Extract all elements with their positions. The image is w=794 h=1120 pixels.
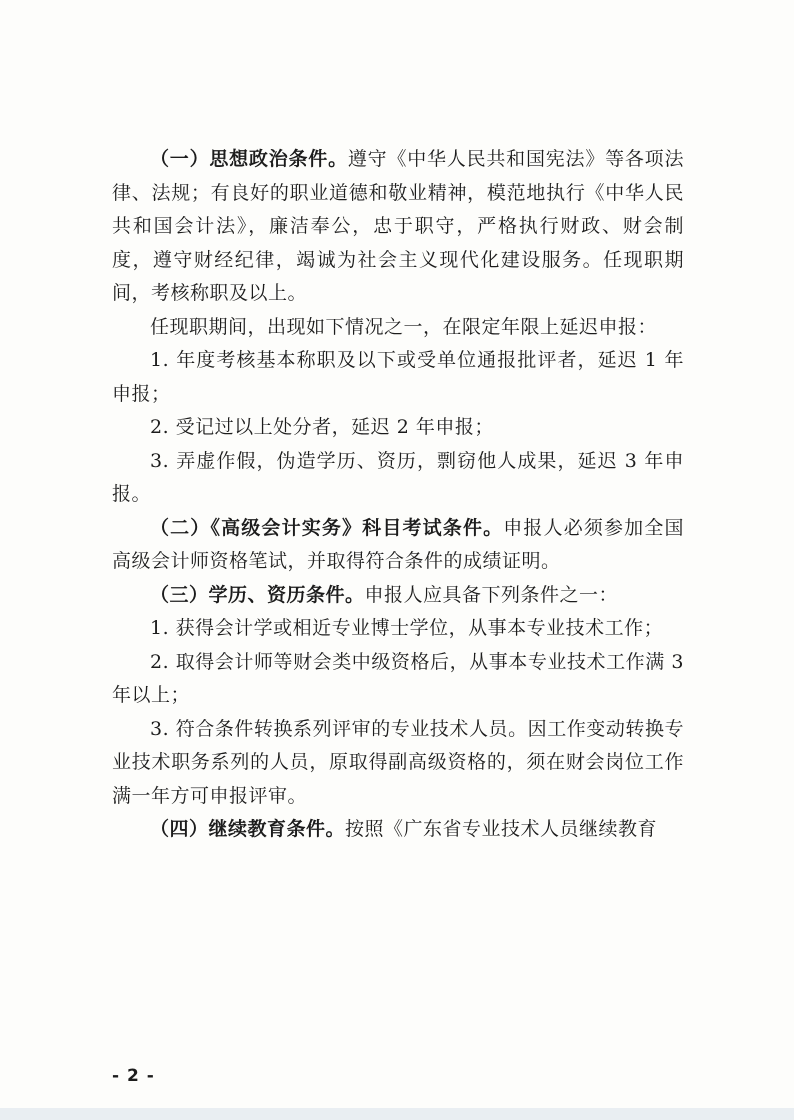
paragraph-exam-conditions	[112, 512, 684, 579]
list-item	[112, 411, 684, 445]
list-item-text: 1. 获得会计学或相近专业博士学位，从事本专业技术工作；	[150, 617, 664, 639]
paragraph-heading: （二）《高级会计实务》科目考试条件。	[150, 516, 504, 539]
paragraph-heading: （四）继续教育条件。	[150, 818, 346, 840]
paragraph-text: 遵守《中华人民共和国宪法》等各项法律、法规；有良好的职业道德和敬业精神，模范地执行《中华人民共和国会计法》，廉洁奉公，忠于职守，严格执行财政、财会制度，遵守财经纪律，竭诚为社会主义现代化建设服务。任现职期间，考核称职及以上。	[112, 148, 684, 304]
paragraph-heading: （三）学历、资历条件。	[150, 583, 365, 606]
page-number: - 2 -	[112, 1066, 155, 1086]
scan-edge	[0, 1108, 794, 1120]
list-item-text: 3. 弄虚作假，伪造学历、资历，剽窃他人成果，延迟 3 年申报。	[112, 449, 684, 505]
paragraph-heading: （一）思想政治条件。	[150, 148, 348, 170]
list-item	[112, 344, 684, 411]
paragraph-text: 申报人应具备下列条件之一：	[364, 583, 619, 606]
list-item-text: 3. 符合条件转换系列评审的专业技术人员。因工作变动转换专业技术职务系列的人员，原取得副高级资格的，须在财会岗位工作满一年方可申报评审。	[112, 717, 684, 807]
list-item	[112, 646, 684, 713]
paragraph-text: 按照《广东省专业技术人员继续教育	[345, 818, 658, 840]
list-item	[112, 713, 684, 814]
paragraph-continuing-education	[112, 813, 684, 847]
list-item-text: 1. 年度考核基本称职及以下或受单位通报批评者，延迟 1 年申报；	[112, 349, 684, 405]
list-item-text: 2. 受记过以上处分者，延迟 2 年申报；	[150, 416, 494, 438]
paragraph-text: 申报人必须参加全国高级会计师资格笔试，并取得符合条件的成绩证明。	[112, 516, 684, 572]
list-item	[112, 612, 684, 646]
list-item	[112, 445, 684, 512]
document-body	[112, 143, 684, 847]
paragraph-education-conditions	[112, 579, 684, 613]
paragraph-political-conditions	[112, 143, 684, 311]
list-item-text: 2. 取得会计师等财会类中级资格后，从事本专业技术工作满 3 年以上；	[112, 650, 684, 706]
paragraph-text: 任现职期间，出现如下情况之一，在限定年限上延迟申报：	[150, 315, 658, 338]
paragraph-delay-intro	[112, 311, 684, 345]
